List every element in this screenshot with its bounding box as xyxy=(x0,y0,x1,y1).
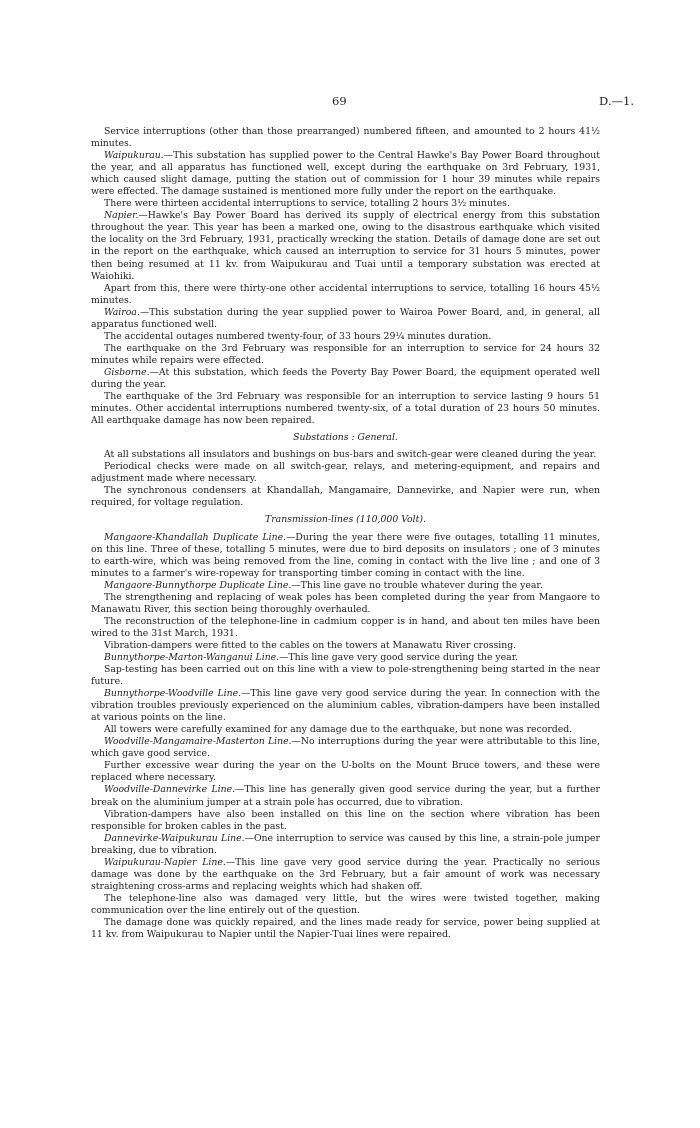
paragraph: Vibration-dampers were fitted to the cables on the towers at Manawatu River crossing. xyxy=(104,639,517,651)
page-header xyxy=(0,94,700,108)
paragraph: The accidental outages numbered twenty-four, of 33 hours 29¼ minutes duration. xyxy=(104,330,492,342)
paragraph: Further excessive wear during the year on the U-bolts on the Mount Bruce towers, and these were replaced where necessary. xyxy=(91,760,600,784)
paragraph: The earthquake of the 3rd February was responsible for an interruption to service lasting 9 hours 51 minutes. Other accidental interruptions numbered twenty-six, of a total duration of 23 hours 50 minutes. All earthquake damage has now been repaired. xyxy=(91,391,600,427)
section-heading-substations: Substations : General. xyxy=(293,432,398,444)
paragraph-woodville-mangamaire-masterton: Woodville-Mangamaire-Masterton Line.—No interruptions during the year were attributable to this line, which gave good service. xyxy=(91,736,600,760)
paragraph: All towers were carefully examined for any damage due to the earthquake, but none was recorded. xyxy=(104,724,573,736)
paragraph-wairoa: Wairoa.—This substation during the year supplied power to Wairoa Power Board, and, in general, all apparatus functioned well. xyxy=(91,306,600,330)
paragraph: Service interruptions (other than those prearranged) numbered fifteen, and amounted to 2 hours 41½ minutes. xyxy=(91,126,600,150)
paragraph-lead: Napier. xyxy=(104,210,139,222)
document-reference: D.—1. xyxy=(599,94,634,108)
paragraph: The reconstruction of the telephone-line in cadmium copper is in hand, and about ten miles have been wired to the 31st March, 1931. xyxy=(91,615,600,639)
paragraph-lead: Waipukurau. xyxy=(104,150,164,162)
paragraph: The telephone-line also was damaged very little, but the wires were twisted together, making communication over the line entirely out of the question. xyxy=(91,892,600,916)
document-body xyxy=(91,126,600,941)
paragraph-waipukurau: Waipukurau.—This substation has supplied power to the Central Hawke's Bay Power Board throughout the year, and all apparatus has functioned well, except during the earthquake on 3rd February, 1931, which caused slight damage, putting the station out of commission for 1 hour 39 minutes while repairs were effected. The damage sustained is mentioned more fully under the report on the earthquake. xyxy=(91,150,600,198)
paragraph-lead: Dannevirke-Waipukurau Line. xyxy=(104,832,245,844)
paragraph-lead: Mangaore-Bunnythorpe Duplicate Line. xyxy=(104,579,292,591)
paragraph-waipukurau-napier: Waipukurau-Napier Line.—This line gave very good service during the year. Practically no serious damage was done by the earthquake on the 3rd February, but a fair amount of work was necessary straightening cross-arms and replacing weights which had shaken off. xyxy=(91,856,600,892)
page-number: 69 xyxy=(332,94,347,108)
paragraph-lead: Woodville-Dannevirke Line. xyxy=(104,784,236,796)
paragraph-lead: Waipukurau-Napier Line. xyxy=(104,856,226,868)
paragraph-napier: Napier.—Hawke's Bay Power Board has derived its supply of electrical energy from this substation throughout the year. This year has been a marked one, owing to the disastrous earthquake which visited the locality on the 3rd February, 1931, practically wrecking the station. Details of damage done are set out in the report on the earthquake, which caused an interruption to service for 31 hours 5 minutes, power then being resumed at 11 kv. from Waipukurau and Tuai until a temporary substation was erected at Waiohiki. xyxy=(91,210,600,282)
paragraph-lead: Bunnythorpe-Marton-Wanganui Line. xyxy=(104,651,280,663)
paragraph: The damage done was quickly repaired, and the lines made ready for service, power being supplied at 11 kv. from Waipukurau to Napier until the Napier-Tuai lines were repaired. xyxy=(91,917,600,941)
paragraph-bunnythorpe-marton-wanganui: Bunnythorpe-Marton-Wanganui Line.—This line gave very good service during the year. xyxy=(104,651,519,663)
paragraph: The earthquake on the 3rd February was responsible for an interruption to service for 24 hours 32 minutes while repairs were effected. xyxy=(91,342,600,366)
paragraph: The synchronous condensers at Khandallah, Mangamaire, Dannevirke, and Napier were run, when required, for voltage regulation. xyxy=(91,485,600,509)
paragraph-lead: Wairoa. xyxy=(104,306,140,318)
paragraph: There were thirteen accidental interruptions to service, totalling 2 hours 3½ minutes. xyxy=(104,198,510,210)
paragraph: The strengthening and replacing of weak poles has been completed during the year from Mangaore to Manawatu River, this section being thoroughly overhauled. xyxy=(91,591,600,615)
paragraph: Sap-testing has been carried out on this line with a view to pole-strengthening being started in the near future. xyxy=(91,664,600,688)
paragraph-lead: Mangaore-Khandallah Duplicate Line. xyxy=(104,531,287,543)
paragraph-lead: Woodville-Mangamaire-Masterton Line. xyxy=(104,736,292,748)
paragraph-mangaore-bunnythorpe: Mangaore-Bunnythorpe Duplicate Line.—This line gave no trouble whatever during the year. xyxy=(104,579,543,591)
paragraph-woodville-dannevirke: Woodville-Dannevirke Line.—This line has generally given good service during the year, but a further break on the aluminium jumper at a strain pole has occurred, due to vibration. xyxy=(91,784,600,808)
paragraph: Periodical checks were made on all switch-gear, relays, and metering-equipment, and repairs and adjustment made where necessary. xyxy=(91,461,600,485)
paragraph-bunnythorpe-woodville: Bunnythorpe-Woodville Line.—This line gave very good service during the year. In connection with the vibration troubles previously experienced on the aluminium cables, vibration-dampers have been installed at various points on the line. xyxy=(91,688,600,724)
paragraph-lead: Gisborne. xyxy=(104,366,150,378)
section-heading-transmission-lines: Transmission-lines (110,000 Volt). xyxy=(265,514,426,526)
paragraph-lead: Bunnythorpe-Woodville Line. xyxy=(104,688,242,700)
paragraph: Apart from this, there were thirty-one other accidental interruptions to service, totalling 16 hours 45½ minutes. xyxy=(91,282,600,306)
paragraph: At all substations all insulators and bushings on bus-bars and switch-gear were cleaned during the year. xyxy=(104,449,597,461)
paragraph-gisborne: Gisborne.—At this substation, which feeds the Poverty Bay Power Board, the equipment operated well during the year. xyxy=(91,366,600,390)
paragraph-dannevirke-waipukurau: Dannevirke-Waipukurau Line.—One interruption to service was caused by this line, a strain-pole jumper breaking, due to vibration. xyxy=(91,832,600,856)
paragraph: Vibration-dampers have also been installed on this line on the section where vibration has been responsible for broken cables in the past. xyxy=(91,808,600,832)
paragraph-mangaore-khandallah: Mangaore-Khandallah Duplicate Line.—During the year there were five outages, totalling 11 minutes, on this line. Three of these, totalling 5 minutes, were due to bird deposits on insulators ; one of 3 minutes to earth-wire, which was being removed from the line, coming in contact with the live line ; and one of 3 minutes to a farmer's wire-ropeway for transporting timber coming in contact with the line. xyxy=(91,531,601,579)
